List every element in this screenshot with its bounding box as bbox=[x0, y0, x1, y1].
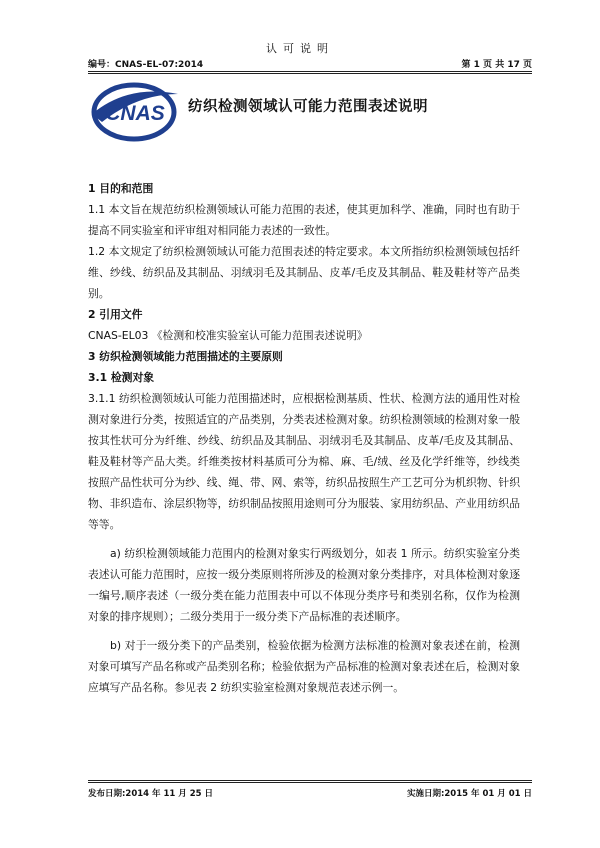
effective-date: 实施日期:2015 年 01 月 01 日 bbox=[406, 789, 532, 799]
footer-rule-double bbox=[88, 782, 532, 783]
cnas-logo bbox=[88, 78, 180, 144]
section-3-1-heading: 3.1 检测对象 bbox=[88, 371, 155, 384]
doc-number: 编号：CNAS-EL-07:2014 bbox=[88, 60, 204, 70]
page-info: 第 1 页 共 17 页 bbox=[461, 60, 532, 70]
logo-text: CNAS bbox=[105, 102, 165, 125]
paragraph-3-1-1: 3.1.1 纺织检测领域认可能力范围描述时，应根据检测基质、性状、检测方法的通用性对检测对象进行分类，按照适宜的产品类别，分类表述检测对象。纺织检测领域的检测对象一般按其性状可分为纤维、纱线、纺织品及其制品、羽绒羽毛及其制品、皮革/毛皮及其制品、鞋及鞋材等产品大类。纤维类按材料基质可分为棉、麻、毛/绒、丝及化学纤维等，纱线类按照产品性状可分为纱、线、绳、带、网、索等，纺织品按照生产工艺可分为机织物、针织物、非织造布、涂层织物等，纺织制品按照用途则可分为服装、家用纺织品、产业用纺织品等等。 bbox=[88, 392, 520, 531]
paragraph-b: b) 对于一级分类下的产品类别，检验依据为检测方法标准的检测对象表述在前，检测对象可填写产品名称或产品类别名称；检验依据为产品标准的检测对象表述在后，检测对象应填写产品名称。参见表 2 纺织实验室检测对象规范表述示例一。 bbox=[88, 639, 520, 694]
header-rule-double bbox=[88, 73, 532, 74]
document-title: 纺织检测领域认可能力范围表述说明 bbox=[188, 99, 428, 115]
header-rule bbox=[88, 71, 532, 72]
section-1-heading: 1 目的和范围 bbox=[88, 182, 154, 195]
header-row bbox=[88, 57, 532, 71]
paragraph-1-1: 1.1 本文旨在规范纺织检测领域认可能力范围的表述，使其更加科学、准确，同时也有助于提高不同实验室和评审组对相同能力表述的一致性。 bbox=[88, 203, 520, 237]
paragraph-1-2: 1.2 本文规定了纺织检测领域认可能力范围表述的特定要求。本文所指纺织检测领域包括纤维、纱线、纺织品及其制品、羽绒羽毛及其制品、皮革/毛皮及其制品、鞋及鞋材等产品类别。 bbox=[88, 245, 520, 300]
section-2-heading: 2 引用文件 bbox=[88, 308, 143, 321]
paragraph-a: a) 纺织检测领域能力范围内的检测对象实行两级划分，如表 1 所示。纺织实验室分类表述认可能力范围时，应按一级分类原则将所涉及的检测对象分类排序，对具体检测对象逐一编号,顺序表述（一级分类在能力范围表中可以不体现分类序号和类别名称，仅作为检测对象的排序规则）；二级分类用于一级分类下产品标准的表述顺序。 bbox=[88, 547, 520, 623]
footer-rule bbox=[88, 780, 532, 781]
issue-date: 发布日期:2014 年 11 月 25 日 bbox=[88, 789, 214, 799]
document-body bbox=[88, 178, 520, 698]
section-3-heading: 3 纺织检测领域能力范围描述的主要原则 bbox=[88, 350, 283, 363]
header-title: 认可说明 bbox=[266, 42, 334, 55]
paragraph-2: CNAS-EL03 《检测和校准实验室认可能力范围表述说明》 bbox=[88, 329, 368, 342]
